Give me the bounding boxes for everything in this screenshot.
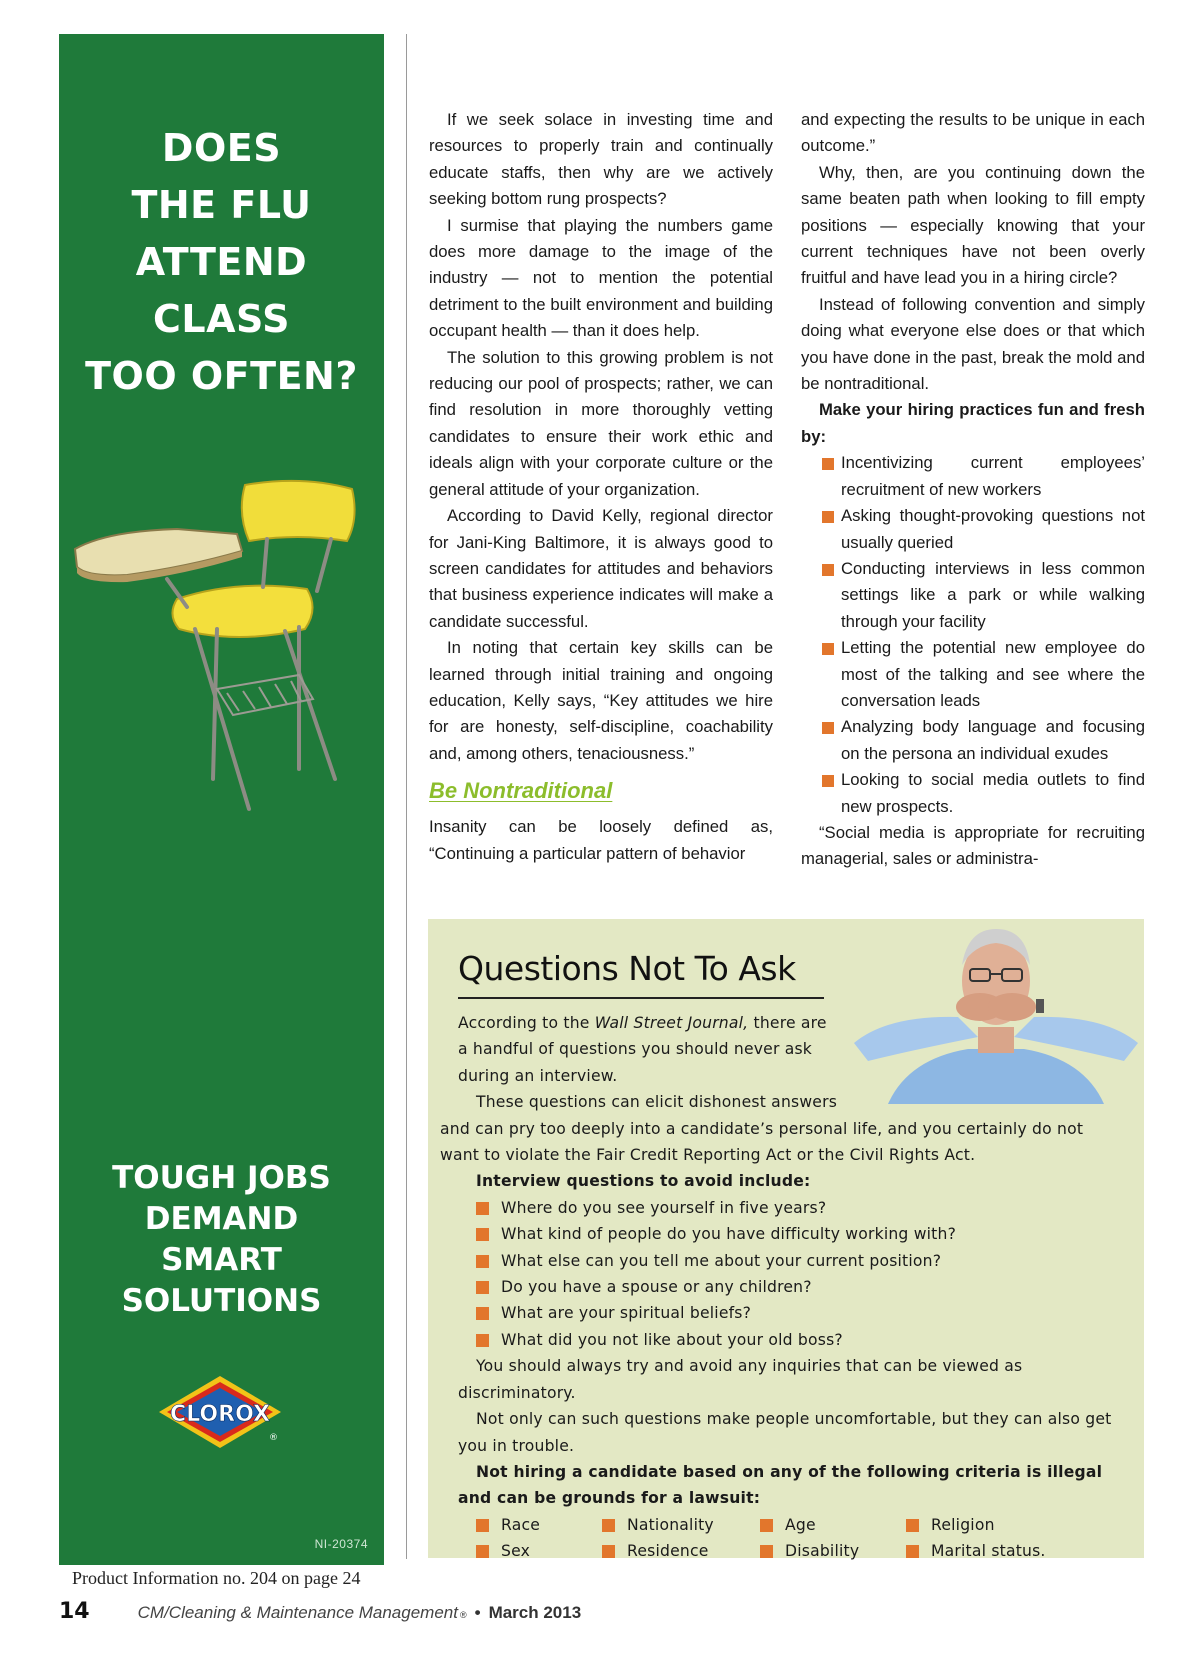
sidebar-paragraph <box>440 1089 1121 1168</box>
list-item: Where do you see yourself in five years? <box>476 1195 1121 1221</box>
column-divider <box>406 34 407 1559</box>
ad-headline-line: TOO OFTEN? <box>85 354 358 398</box>
product-info-note: Product Information no. 204 on page 24 <box>72 1568 361 1588</box>
illegal-criteria-grid <box>458 1512 1121 1565</box>
article-paragraph: In noting that certain key skills can be learned through initial training and ongoing education, Kelly says, “Key attitudes we hire for are honesty, self-discipline, coachability and, among others, tenaciousness.” <box>429 638 773 763</box>
list-item: What kind of people do you have difficulty working with? <box>476 1221 1121 1247</box>
sidebar-text: there are a handful of questions you should never ask during an interview. <box>458 1014 827 1085</box>
journal-name: Wall Street Journal, <box>594 1014 749 1032</box>
list-item: What are your spiritual beliefs? <box>476 1300 1121 1326</box>
section-subheading: Be Nontraditional <box>429 778 613 804</box>
questions-to-avoid-list <box>458 1195 1121 1353</box>
ad-headline-line: THE FLU <box>131 183 312 227</box>
svg-text:®: ® <box>269 1433 278 1443</box>
ad-tagline <box>59 1158 384 1322</box>
criteria-item: Nationality <box>602 1512 760 1538</box>
ad-tagline-line: SOLUTIONS <box>121 1283 322 1319</box>
ad-headline-line: ATTEND <box>135 240 308 284</box>
list-item: Letting the potential new employee do most of the talking and see where the conversation leads <box>819 635 1145 714</box>
article-paragraph: “Social media is appropriate for recruiting managerial, sales or administra- <box>801 822 1145 869</box>
bold-lead-in: Make your hiring practices fun and fresh by: <box>801 400 1145 446</box>
article-column-left <box>429 107 773 867</box>
list-item: What did you not like about your old boss? <box>476 1327 1121 1353</box>
sidebar-bold-lead: Interview questions to avoid include: <box>476 1172 811 1191</box>
registered-mark: ® <box>459 1610 467 1620</box>
page-number: 14 <box>59 1599 90 1624</box>
issue-date: March 2013 <box>488 1603 582 1622</box>
list-item: Incentivizing current employees’ recruitment of new workers <box>819 450 1145 503</box>
hiring-tips-list <box>801 450 1145 820</box>
criteria-item: Sex <box>476 1538 602 1564</box>
school-desk-chair-image <box>67 479 367 839</box>
list-item: Asking thought-provoking questions not usually queried <box>819 503 1145 556</box>
ad-code: NI-20374 <box>314 1537 368 1551</box>
criteria-item: Religion <box>906 1512 1106 1538</box>
article-paragraph: If we seek solace in investing time and resources to properly train and continually educate staffs, then why are we actively seeking bottom rung prospects? <box>429 110 773 209</box>
article-paragraph: I surmise that playing the numbers game does more damage to the image of the industry — not to mention the potential detriment to the built environment and building occupant health — than it does help. <box>429 215 773 341</box>
article-paragraph: and expecting the results to be unique in each outcome.” <box>801 110 1145 156</box>
sidebar-text: and can pry too deeply into a candidate’s personal life, and you certainly do not want to violate the Fair Credit Reporting Act or the Civil Rights Act. <box>440 1119 1084 1165</box>
ad-headline-line: CLASS <box>152 297 291 341</box>
magazine-title: CM/Cleaning & Maintenance Management <box>137 1603 458 1622</box>
sidebar-paragraph: You should always try and avoid any inquiries that can be viewed as discriminatory. <box>458 1357 1023 1402</box>
article-paragraph: Insanity can be loosely defined as, “Continuing a particular pattern of behavior <box>429 817 773 863</box>
ad-tagline-line: DEMAND <box>144 1201 299 1237</box>
sidebar-body <box>440 1010 1121 1565</box>
article-paragraph: According to David Kelly, regional director for Jani-King Baltimore, it is always good to screen candidates for attitudes and behaviors that business experience indicates will make a candidate successful. <box>429 506 773 631</box>
criteria-item: Residence <box>602 1538 760 1564</box>
list-item: What else can you tell me about your current position? <box>476 1248 1121 1274</box>
list-item: Looking to social media outlets to find new prospects. <box>819 767 1145 820</box>
svg-text:CLOROX: CLOROX <box>170 1402 270 1427</box>
list-item: Analyzing body language and focusing on the persona an individual exudes <box>819 714 1145 767</box>
sidebar-bold-lead: Not hiring a candidate based on any of the following criteria is illegal and can be grounds for a lawsuit: <box>458 1462 1103 1508</box>
ad-tagline-line: TOUGH JOBS <box>112 1160 331 1196</box>
article-paragraph: Instead of following convention and simply doing what everyone else does or that which you have done in the past, break the mold and be nontraditional. <box>801 294 1145 394</box>
questions-sidebar <box>428 919 1144 1561</box>
ad-headline-line: DOES <box>161 126 282 170</box>
ad-headline <box>59 120 384 405</box>
sidebar-title: Questions Not To Ask <box>458 949 796 988</box>
article-paragraph: The solution to this growing problem is not reducing our pool of prospects; rather, we can find resolution in more thoroughly vetting candidates to ensure their work ethic and ideals align with your corporate culture or the general attitude of your organization. <box>429 347 773 499</box>
clorox-ad <box>59 34 384 1565</box>
page-folio <box>59 1599 581 1624</box>
criteria-item: Age <box>760 1512 906 1538</box>
list-item: Conducting interviews in less common settings like a park or while walking through your facility <box>819 556 1145 635</box>
sidebar-paragraph: Not only can such questions make people uncomfortable, but they can also get you in trouble. <box>458 1410 1112 1455</box>
sidebar-paragraph <box>458 1010 840 1089</box>
separator-bullet: • <box>474 1603 481 1622</box>
article-paragraph: Why, then, are you continuing down the same beaten path when looking to fill empty positions — especially knowing that your current techniques have not been overly fruitful and have lead you in a hiring circle? <box>801 162 1145 288</box>
sidebar-text: These questions can elicit dishonest answers <box>476 1093 838 1112</box>
ad-tagline-line: SMART <box>161 1242 282 1278</box>
criteria-item: Disability <box>760 1538 906 1564</box>
sidebar-text: According to the <box>458 1014 595 1032</box>
list-item: Do you have a spouse or any children? <box>476 1274 1121 1300</box>
criteria-item: Race <box>476 1512 602 1538</box>
clorox-logo <box>157 1374 283 1450</box>
title-underline <box>458 997 824 999</box>
article-column-right <box>801 107 1145 873</box>
criteria-item: Marital status. <box>906 1538 1106 1564</box>
